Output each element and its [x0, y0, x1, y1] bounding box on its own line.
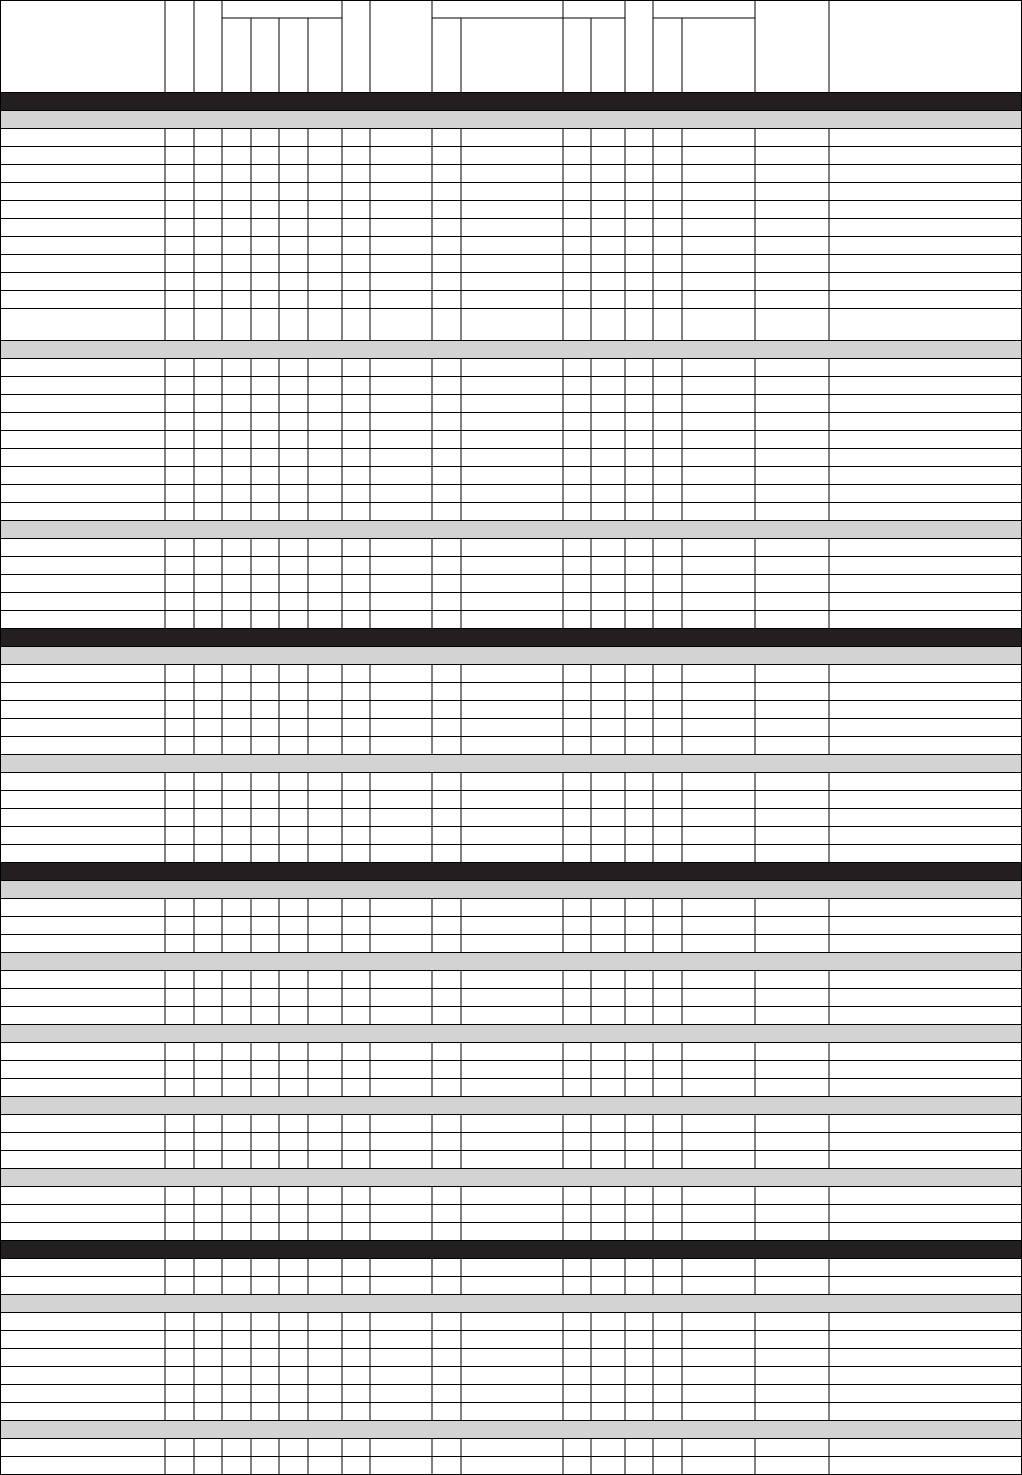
- subsection-band: [0, 952, 1022, 970]
- subsection-band: [0, 880, 1022, 898]
- subsection-band: [0, 110, 1022, 128]
- subsection-band: [0, 520, 1022, 538]
- subsection-band: [0, 340, 1022, 358]
- subsection-band: [0, 1294, 1022, 1312]
- subsection-band: [0, 1168, 1022, 1186]
- subsection-band: [0, 1024, 1022, 1042]
- subsection-band: [0, 754, 1022, 772]
- subsection-band: [0, 1096, 1022, 1114]
- subsection-band: [0, 1420, 1022, 1438]
- section-band: [0, 862, 1022, 880]
- section-band: [0, 92, 1022, 110]
- section-band: [0, 628, 1022, 646]
- subsection-band: [0, 646, 1022, 664]
- section-band: [0, 1240, 1022, 1258]
